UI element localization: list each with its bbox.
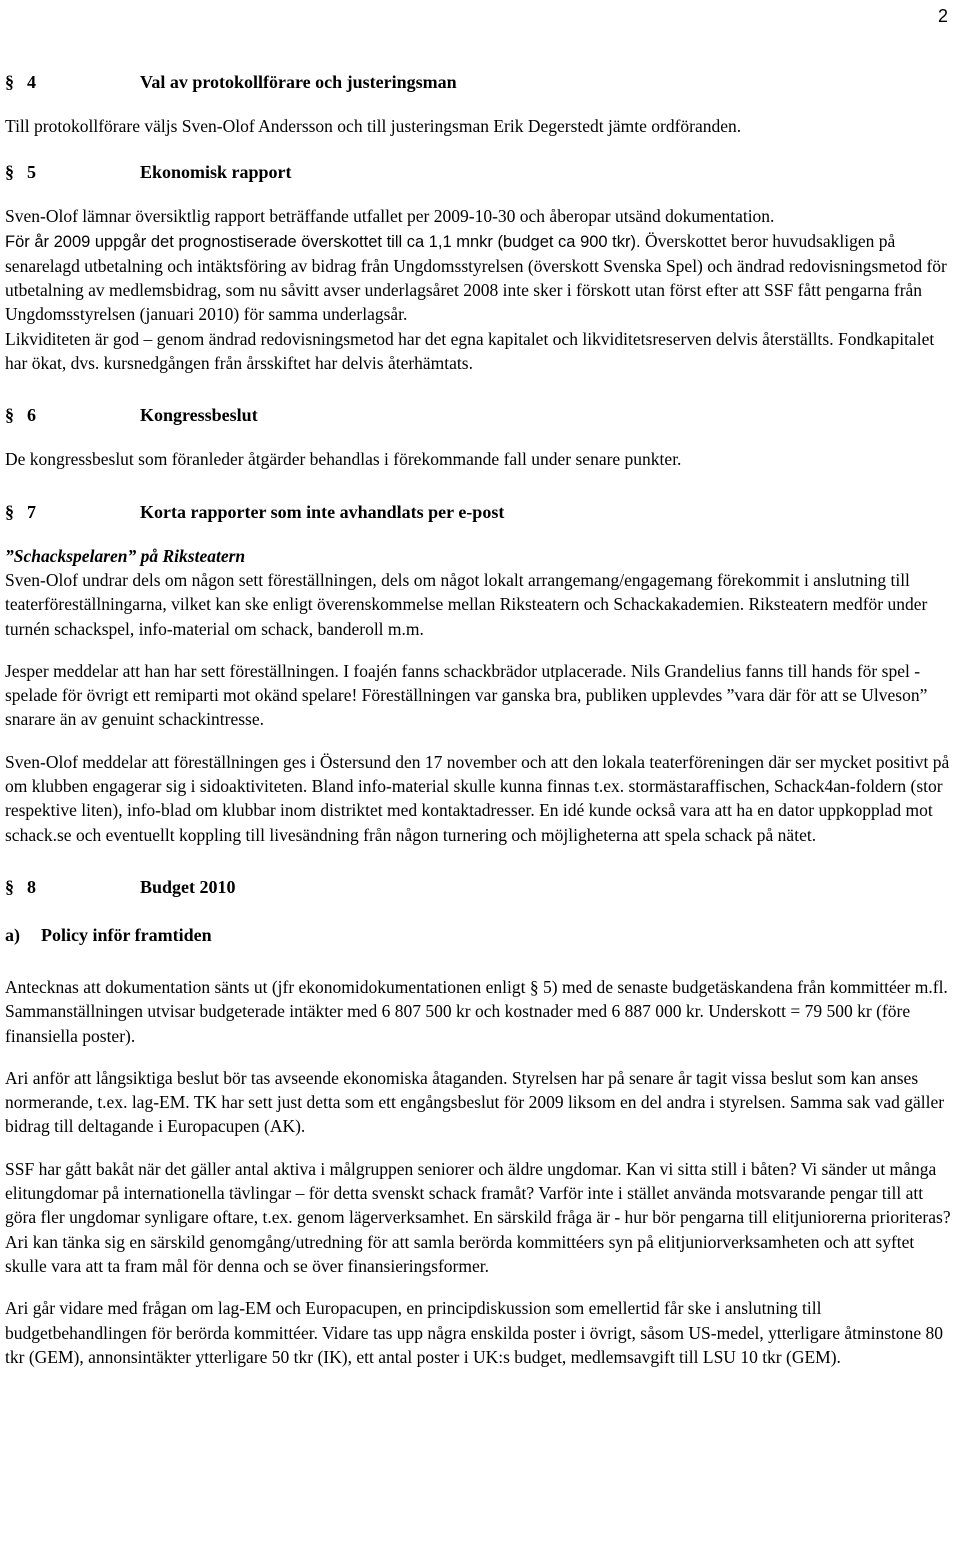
subsection-title: Policy inför framtiden	[41, 924, 212, 945]
page-number: 2	[937, 6, 948, 26]
paragraph-sans-text: För år 2009 uppgår det prognostiserade överskottet till ca 1,1 mnkr (budget ca 900 tkr).	[5, 232, 641, 251]
section-sign: §	[5, 71, 14, 92]
section-number: 8	[27, 876, 36, 897]
paragraph: Ari anför att långsiktiga beslut bör tas avseende ekonomiska åtaganden. Styrelsen har på senare år tagit vissa beslut som kan anses normerande, t.ex. lag-EM. TK har sett just detta som ett engångsbeslut för 2009 liksom en del andra i styrelsen. Samma sak vad gäller bidrag till deltagande i Europacupen (AK).	[5, 1067, 945, 1137]
paragraph-text: Överskottet beror huvudsakligen på senarelagd utbetalning och intäktsföring av bidrag från Ungdomsstyrelsen (överskott Svenska Spel) och ändrad redovisningsmetod för utbetalning av medlemsbidrag, som nu såvitt avser underlagsåret 2008 inte sker i förskott utan först efter att SSF fått pengarna från Ungdomsstyrelsen (januari 2010) för samma underlagsår.	[5, 230, 947, 325]
paragraph: Ari kan tänka sig en särskild genomgång/utredning för att samla berörda kommittéers syn på elitjuniorverksamheten och att syftet skulle vara att ta fram mål för denna och se över finansieringsformer.	[5, 1231, 915, 1276]
subsection-title: ”Schackspelaren” på Riksteatern	[5, 545, 246, 566]
paragraph: Sven-Olof meddelar att föreställningen ges i Östersund den 17 november och att den lokala teaterföreningen där ser mycket positivt på om klubben engagerar sig i sidoaktiviteten. Bland info-material skulle kunna finnas t.ex. stormästaraffischen, Schack4an-foldern (stor respektive liten), info-blad om klubbar inom distriktet med kontaktadresser. En idé kunde också vara att ha en dator uppkopplad mot schack.se och eventuellt koppling till livesändning från någon turnering och möjligheterna att spela schack på nätet.	[5, 751, 950, 845]
paragraph: Sven-Olof lämnar översiktlig rapport beträffande utfallet per 2009-10-30 och åberopar utsänd dokumentation.	[5, 206, 775, 227]
section-sign: §	[5, 501, 14, 522]
section-number: 7	[27, 501, 36, 522]
paragraph: Jesper meddelar att han har sett föreställningen. I foajén fanns schackbrädor utplacerade. Nils Grandelius fanns till hands för spel - spelade för övrigt ett remiparti mot okänd spelare! Föreställningen var ganska bra, publiken upplevdes ”vara där för att se Ulveson” snarare än av genuint schackintresse.	[5, 660, 928, 730]
document-body	[5, 66, 957, 1369]
section-number: 6	[27, 405, 36, 426]
section-sign: §	[5, 162, 14, 183]
section-title: Korta rapporter som inte avhandlats per e-post	[140, 501, 505, 522]
section-title: Kongressbeslut	[140, 405, 258, 426]
section-title: Val av protokollförare och justeringsman	[140, 71, 457, 92]
subsection-label: a)	[5, 924, 20, 945]
section-number: 5	[27, 162, 36, 183]
paragraph: Ari går vidare med frågan om lag-EM och Europacupen, en principdiskussion som emellertid får ske i anslutning till budgetbehandlingen för berörda kommittéer. Vidare tas upp några enskilda poster i övrigt, såsom US-medel, ytterligare åtminstone 80 tkr (GEM), annonsintäkter ytterligare 50 tkr (IK), ett antal poster i UK:s budget, medlemsavgift till LSU 10 tkr (GEM).	[5, 1298, 944, 1367]
paragraph: Likviditeten är god – genom ändrad redovisningsmetod har det egna kapitalet och likviditetsreserven delvis återställts. Fondkapitalet har ökat, dvs. kursnedgången från årsskiftet har delvis återhämtats.	[5, 328, 935, 374]
section-sign: §	[5, 405, 14, 426]
section-5-heading	[5, 156, 957, 188]
paragraph: Till protokollförare väljs Sven-Olof Andersson och till justeringsman Erik Degerstedt jämte ordföranden.	[5, 116, 742, 136]
section-title: Budget 2010	[140, 876, 236, 897]
section-sign: §	[5, 876, 14, 897]
paragraph	[5, 229, 957, 327]
paragraph: De kongressbeslut som föranleder åtgärder behandlas i förekommande fall under senare punkter.	[5, 449, 682, 470]
section-4-heading	[5, 66, 957, 98]
paragraph: Antecknas att dokumentation sänts ut (jfr ekonomidokumentationen enligt § 5) med de senaste budgetäskandena från kommittéer m.fl. Sammanställningen utvisar budgeterade intäkter med 6 807 500 kr och kostnader med 6 887 000 kr. Underskott = 79 500 kr (före finansiella poster).	[5, 976, 948, 1046]
section-title: Ekonomisk rapport	[140, 162, 292, 183]
section-number: 4	[27, 71, 36, 92]
subsection-a-heading	[5, 919, 957, 951]
paragraph: SSF har gått bakåt när det gäller antal aktiva i målgruppen seniorer och äldre ungdomar. Kan vi sitta still i båten? Vi sänder ut många elitungdomar på internationella tävlingar – för detta svenskt schack framåt? Varför inte i stället använda motsvarande pengar till att göra fler ungdomar synligare oftare, t.ex. genom lägerverksamhet. En särskild fråga är - hur bör pengarna till elitjuniorerna prioriteras?	[5, 1158, 951, 1228]
section-6-heading	[5, 399, 957, 431]
section-8-heading	[5, 871, 957, 903]
section-7-heading	[5, 496, 957, 528]
paragraph: Sven-Olof undrar dels om någon sett föreställningen, dels om något lokalt arrangemang/engagemang förekommit i anslutning till teaterföreställningarna, vilket kan ske enligt överenskommelse mellan Riksteatern och Schackakademien. Riksteatern medför under turnén schackspel, info-material om schack, banderoll m.m.	[5, 569, 928, 639]
